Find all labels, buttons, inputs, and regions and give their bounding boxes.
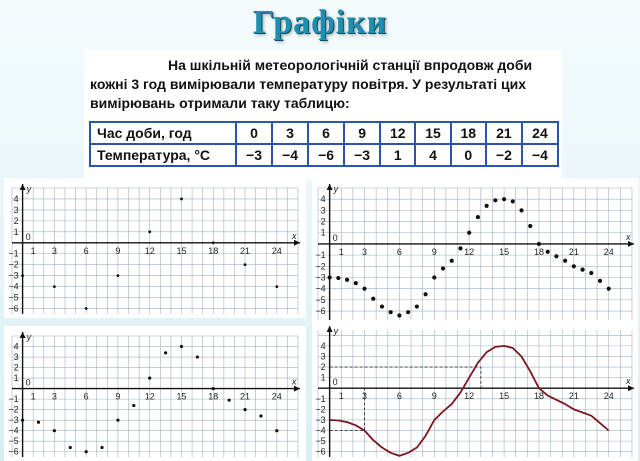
data-point [450, 259, 454, 263]
data-point [53, 429, 56, 432]
x-axis-label: x [292, 376, 297, 387]
y-tick-label: −3 [315, 272, 326, 283]
x-tick-label: 15 [176, 245, 187, 256]
data-point [100, 446, 103, 449]
data-point [607, 287, 611, 291]
x-tick-label: 21 [240, 391, 251, 402]
data-point [85, 307, 88, 310]
data-point [511, 199, 515, 203]
data-point [572, 264, 576, 268]
y-tick-label: −2 [315, 404, 326, 415]
table-row-temperature [90, 144, 558, 166]
y-axis-label: y [26, 184, 32, 194]
x-tick-label: 12 [144, 391, 155, 402]
data-point [243, 408, 246, 411]
x-tick-label: 15 [176, 391, 187, 402]
data-point [164, 351, 167, 354]
y-tick-label: −3 [315, 414, 326, 425]
table-cell: 9 [344, 122, 380, 144]
x-tick-label: 6 [396, 391, 402, 402]
x-tick-label: 21 [240, 245, 251, 256]
x-tick-label: 21 [568, 246, 579, 257]
x-tick-label: 24 [271, 391, 282, 402]
table-cell: −6 [308, 144, 344, 166]
x-axis-label: x [626, 376, 631, 387]
y-tick-label: 2 [320, 216, 326, 227]
x-tick-label: 24 [603, 391, 614, 402]
y-tick-label: −2 [8, 404, 19, 415]
table-cell: 18 [451, 122, 486, 144]
x-tick-label: 1 [30, 245, 36, 256]
table-cell: 0 [451, 144, 486, 166]
table-cell: 4 [415, 144, 450, 166]
y-tick-label: −5 [315, 294, 326, 305]
data-point [275, 429, 278, 432]
data-point [228, 399, 231, 402]
y-tick-label: −4 [8, 425, 19, 436]
x-tick-label: 3 [51, 391, 57, 402]
table-cell: 0 [236, 122, 272, 144]
data-point [354, 281, 358, 285]
temperature-table [89, 121, 559, 167]
y-tick-label: −5 [8, 436, 19, 447]
data-point [389, 310, 393, 314]
table-row-hours [90, 122, 558, 144]
data-point [537, 242, 541, 246]
data-point [180, 198, 183, 201]
y-tick-label: 1 [320, 227, 326, 238]
graph-canvas [4, 178, 306, 318]
data-point [493, 198, 497, 202]
data-point [563, 259, 567, 263]
y-tick-label: 1 [320, 372, 326, 383]
data-point [148, 230, 151, 233]
row-label-hours: Час доби, год [90, 122, 236, 144]
data-point [132, 404, 135, 407]
x-tick-label: 12 [464, 246, 475, 257]
x-tick-label: 15 [499, 246, 510, 257]
x-tick-label: 15 [499, 391, 510, 402]
data-point [244, 263, 247, 266]
y-tick-label: 3 [13, 204, 19, 215]
table-cell: 15 [415, 122, 450, 144]
y-tick-label: −2 [8, 259, 19, 270]
graph-smooth-curve [312, 322, 638, 461]
origin-label: 0 [25, 377, 31, 388]
origin-label: 0 [25, 231, 31, 242]
y-tick-label: −6 [315, 306, 326, 317]
data-point [212, 387, 215, 390]
data-point [502, 197, 506, 201]
data-point [21, 419, 24, 422]
table-cell: 1 [380, 144, 415, 166]
y-axis-label: y [26, 332, 32, 342]
data-point [519, 208, 523, 212]
data-point [69, 446, 72, 449]
y-tick-label: 1 [13, 373, 19, 384]
data-point [37, 421, 40, 424]
x-tick-label: 9 [431, 246, 437, 257]
data-point [380, 304, 384, 308]
x-tick-label: 18 [533, 391, 544, 402]
data-point [275, 285, 278, 288]
y-tick-label: −1 [315, 393, 326, 404]
y-tick-label: 3 [320, 205, 326, 216]
y-tick-label: −6 [8, 446, 19, 457]
data-point [598, 279, 602, 283]
data-point [371, 297, 375, 301]
data-point [21, 274, 24, 277]
data-point [180, 345, 183, 348]
y-tick-label: −1 [8, 394, 19, 405]
data-point [212, 241, 215, 244]
x-tick-label: 6 [83, 245, 89, 256]
problem-card [84, 50, 562, 180]
x-tick-label: 18 [208, 391, 219, 402]
y-tick-label: −1 [8, 248, 19, 259]
graph-canvas [4, 326, 306, 461]
slide-title: Графіки [252, 4, 388, 41]
data-point [589, 271, 593, 275]
x-tick-label: 24 [271, 245, 282, 256]
origin-label: 0 [332, 232, 338, 243]
y-tick-label: −4 [8, 281, 19, 292]
x-tick-label: 1 [338, 391, 344, 402]
graph-points-dotted-curve [312, 178, 638, 324]
data-point [148, 376, 151, 379]
x-tick-label: 9 [115, 245, 121, 256]
data-point [476, 215, 480, 219]
data-point [196, 355, 199, 358]
table-cell: −3 [236, 144, 272, 166]
x-tick-label: 1 [338, 246, 344, 257]
data-point [259, 414, 262, 417]
y-tick-label: −3 [8, 415, 19, 426]
data-point [345, 278, 349, 282]
x-axis-label: x [626, 231, 631, 242]
data-point [423, 292, 427, 296]
table-cell: 12 [380, 122, 415, 144]
x-tick-label: 12 [464, 391, 475, 402]
data-point [554, 254, 558, 258]
x-tick-label: 3 [362, 391, 368, 402]
data-point [441, 266, 445, 270]
data-point [328, 275, 332, 279]
table-cell: −4 [272, 144, 308, 166]
table-cell: −4 [522, 144, 558, 166]
x-tick-label: 1 [30, 391, 36, 402]
data-point [528, 224, 532, 228]
row-label-temperature: Температура, °С [90, 144, 236, 166]
data-point [458, 246, 462, 250]
x-tick-label: 9 [431, 391, 437, 402]
x-axis-label: x [292, 230, 297, 241]
y-tick-label: 4 [320, 194, 326, 205]
table-cell: 24 [522, 122, 558, 144]
y-tick-label: 1 [13, 226, 19, 237]
graph-canvas [312, 322, 638, 461]
x-tick-label: 24 [603, 246, 614, 257]
y-axis-label: y [333, 184, 339, 194]
data-point [53, 285, 56, 288]
data-point [580, 268, 584, 272]
graph-canvas [312, 178, 638, 324]
y-tick-label: 2 [13, 215, 19, 226]
x-tick-label: 6 [396, 246, 402, 257]
x-tick-label: 3 [362, 246, 368, 257]
y-tick-label: −2 [315, 261, 326, 272]
data-point [117, 274, 120, 277]
y-tick-label: −6 [8, 303, 19, 314]
table-cell: −2 [486, 144, 522, 166]
data-point [546, 250, 550, 254]
y-tick-label: 3 [13, 352, 19, 363]
y-tick-label: 4 [13, 341, 19, 352]
graph-points-interpolated [4, 326, 306, 461]
data-point [415, 304, 419, 308]
y-tick-label: 2 [320, 362, 326, 373]
y-tick-label: −5 [315, 436, 326, 447]
y-tick-label: 3 [320, 351, 326, 362]
data-point [467, 231, 471, 235]
y-tick-label: 4 [13, 193, 19, 204]
data-point [85, 450, 88, 453]
x-tick-label: 18 [533, 246, 544, 257]
y-tick-label: −6 [315, 446, 326, 457]
x-tick-label: 9 [115, 391, 121, 402]
data-point [406, 310, 410, 314]
data-point [485, 204, 489, 208]
x-tick-label: 3 [51, 245, 57, 256]
table-cell: 21 [486, 122, 522, 144]
problem-text: На шкільній метеорологічній станції впродовж доби кожні 3 год вимірювали температуру повітря. У результаті цих вимірювань отримали таку таблицю: [90, 57, 533, 111]
data-point [362, 287, 366, 291]
y-axis-label: y [333, 326, 339, 336]
x-tick-label: 21 [568, 391, 579, 402]
data-point [336, 276, 340, 280]
data-point [116, 419, 119, 422]
table-cell: 6 [308, 122, 344, 144]
y-tick-label: −4 [315, 425, 326, 436]
y-tick-label: −4 [315, 283, 326, 294]
x-tick-label: 6 [83, 391, 89, 402]
y-tick-label: 4 [320, 340, 326, 351]
data-point [432, 275, 436, 279]
x-tick-label: 18 [208, 245, 219, 256]
graph-points-table [4, 178, 306, 318]
y-tick-label: −3 [8, 270, 19, 281]
table-cell: 3 [272, 122, 308, 144]
y-tick-label: −1 [315, 250, 326, 261]
x-tick-label: 12 [144, 245, 155, 256]
origin-label: 0 [332, 377, 338, 388]
data-point [397, 313, 401, 317]
y-tick-label: −5 [8, 292, 19, 303]
table-cell: −3 [344, 144, 380, 166]
y-tick-label: 2 [13, 362, 19, 373]
